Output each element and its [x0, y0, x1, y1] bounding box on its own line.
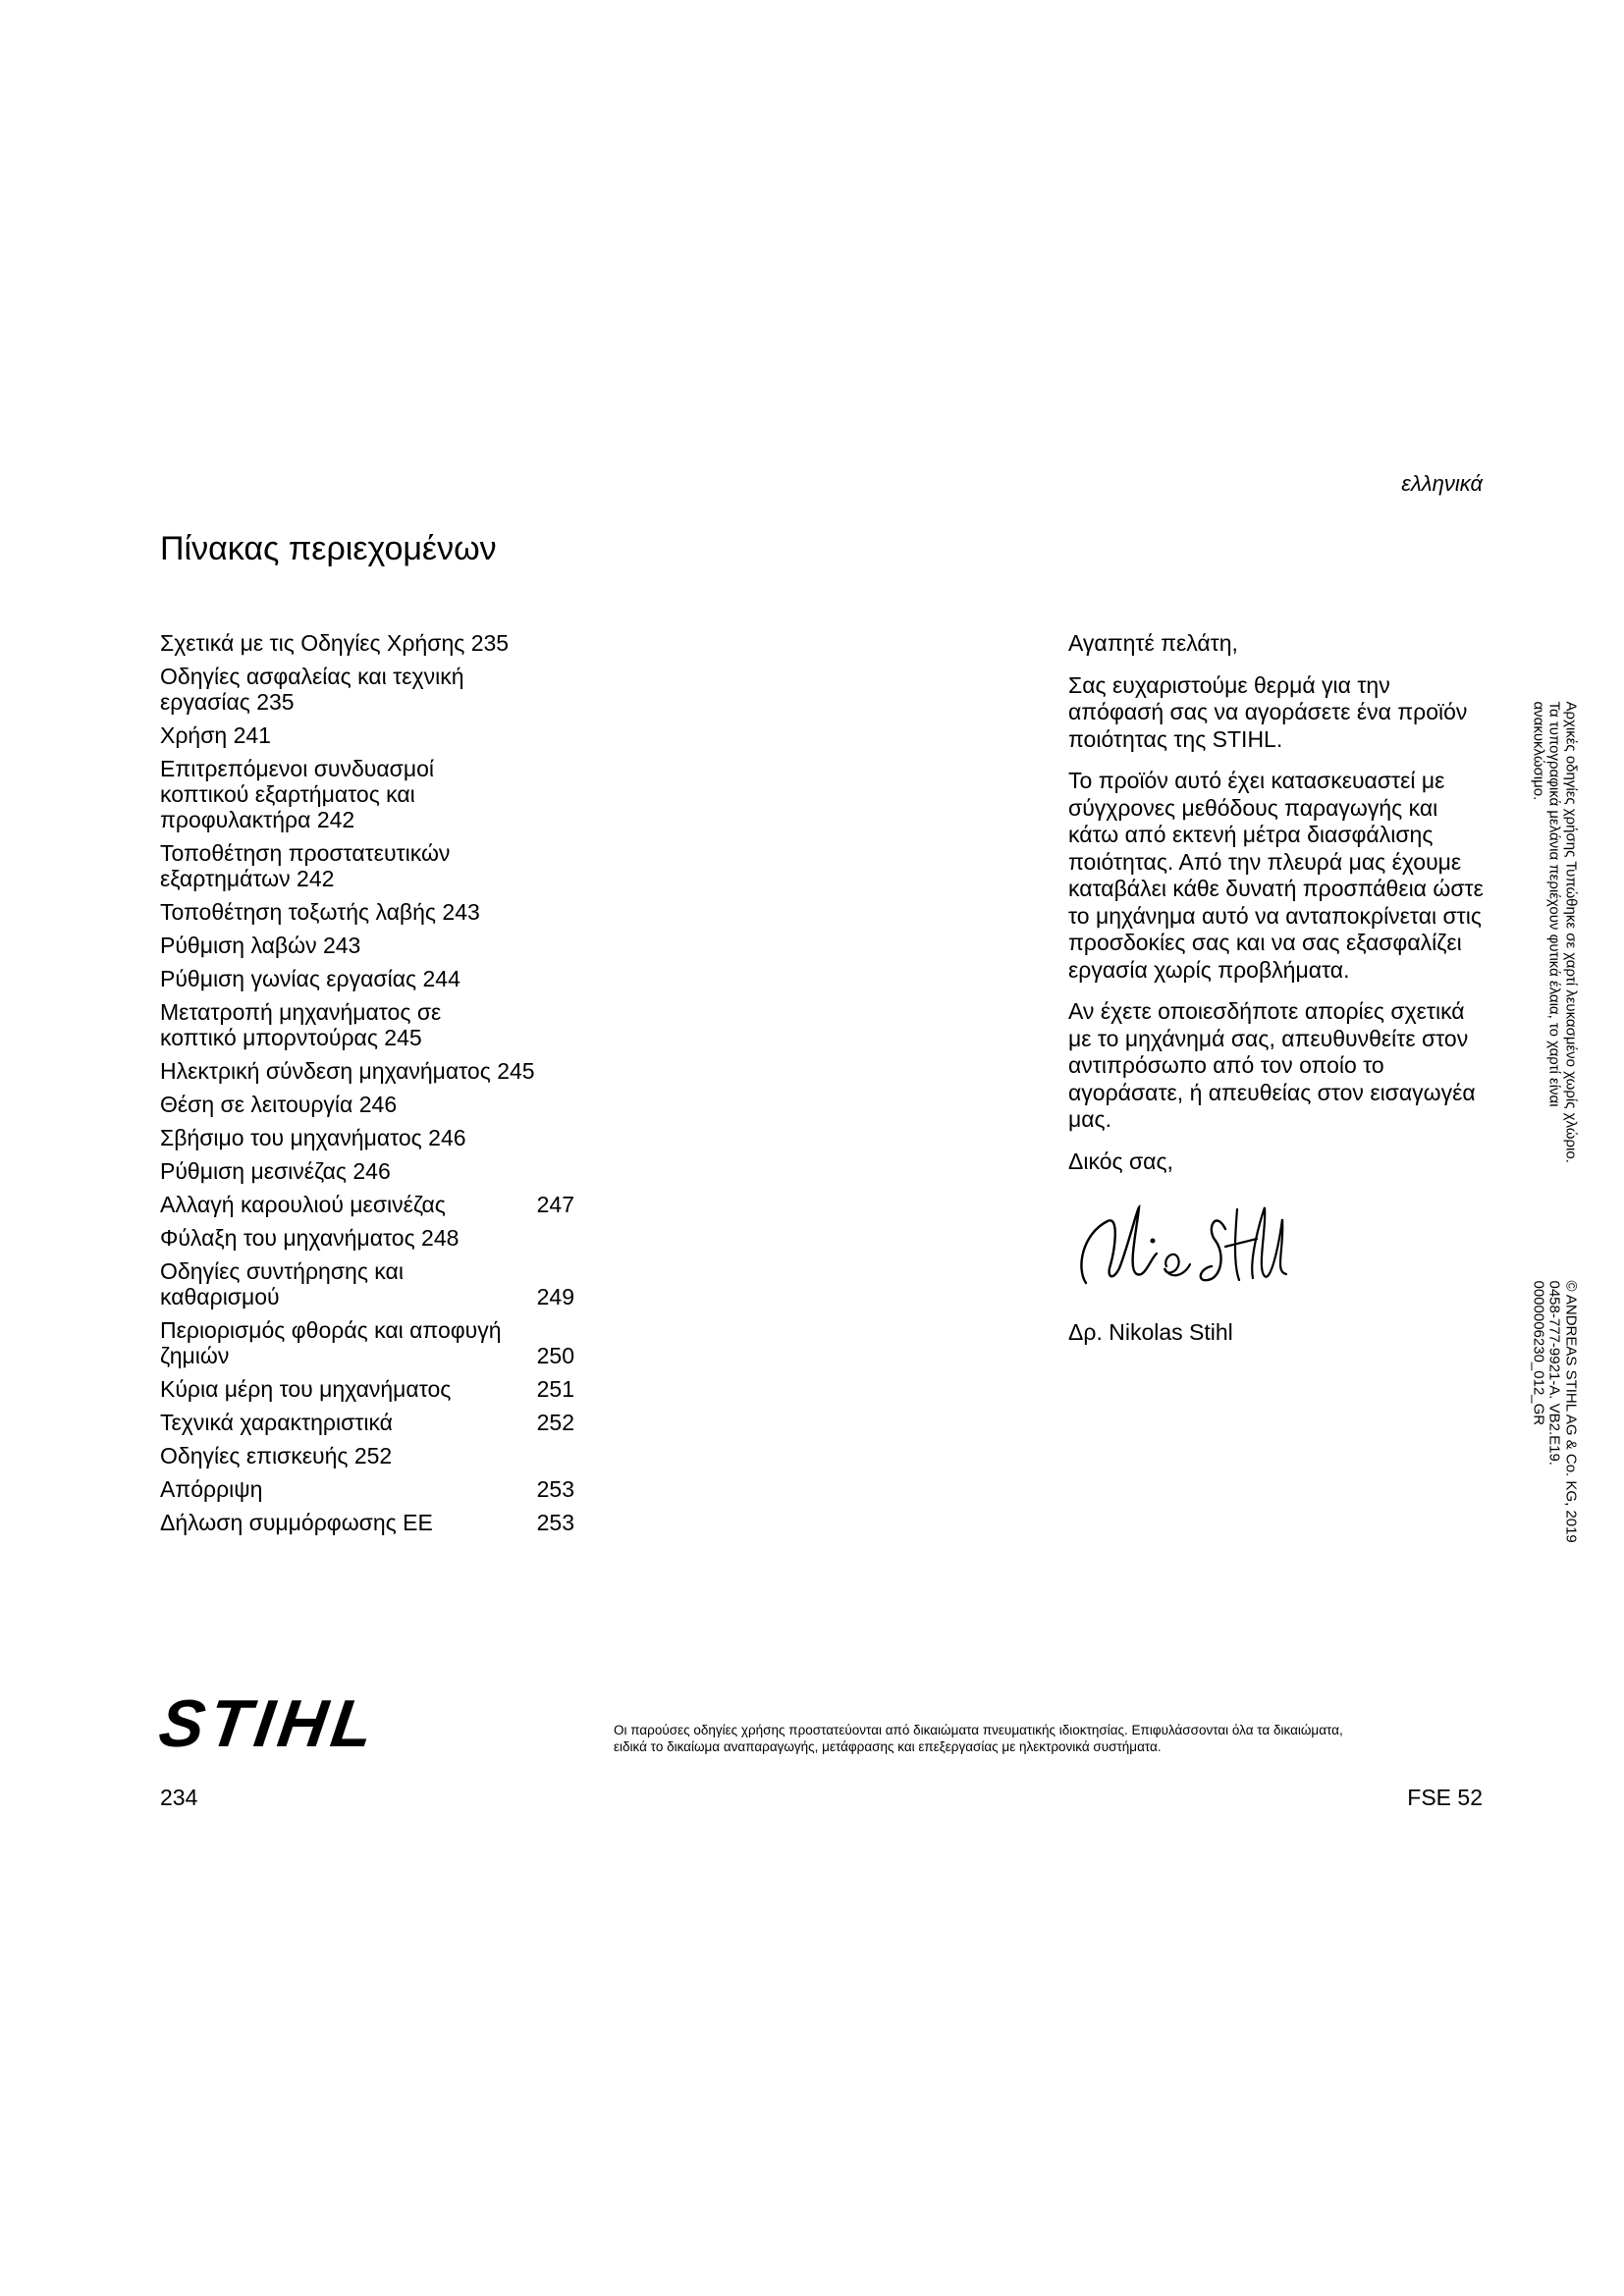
toc-item[interactable]: Κύρια μέρη του μηχανήματος 251: [160, 1376, 574, 1402]
toc-item[interactable]: Οδηγίες ασφαλείας και τεχνική εργασίας 235: [160, 664, 464, 715]
toc-item[interactable]: Μετατροπή μηχανήματος σε κοπτικό μπορντούρας 245: [160, 999, 442, 1050]
stihl-logo: STIHL: [154, 1686, 383, 1761]
imprint-copyright: © ANDREAS STIHL AG & Co. KG, 2019: [1562, 1280, 1580, 1543]
copyright-notice: Οι παρούσες οδηγίες χρήσης προστατεύονται από δικαιώματα πνευματικής ιδιοκτησίας. Επιφυλάσσονται όλα τα δικαιώματα, ειδικά το δικαίωμα αναπαραγωγής, μετάφρασης και επεξεργασίας με ηλεκτρονικά συστήματα.: [614, 1723, 1343, 1754]
imprint-line: Τα τυπογραφικά μελάνια περιέχουν φυτικά έλαια, το χαρτί είναι: [1546, 701, 1563, 1107]
toc-title: Πίνακας περιεχομένων: [160, 530, 497, 567]
toc-item[interactable]: Αλλαγή καρουλιού μεσινέζας 247: [160, 1192, 574, 1217]
side-imprint: [1486, 702, 1579, 1693]
toc-page: 247: [536, 1192, 574, 1217]
toc-item[interactable]: Ρύθμιση λαβών 243: [160, 933, 361, 958]
letter-paragraph: Αν έχετε οποιεσδήποτε απορίες σχετικά με το μηχάνημά σας, απευθυνθείτε στον αντιπρόσωπο από τον οποίο το αγοράσατε, ή απευθείας στον εισαγωγέα μας.: [1068, 998, 1476, 1132]
toc-page: 250: [536, 1343, 574, 1368]
letter-closing: Δικός σας,: [1068, 1148, 1173, 1174]
toc-item[interactable]: Χρήση 241: [160, 722, 271, 748]
toc-page: 253: [536, 1510, 574, 1535]
toc-page: 249: [536, 1284, 574, 1309]
imprint-line: Αρχικές οδηγίες χρήσης Τυπώθηκε σε χαρτί λευκασμένο χωρίς χλώριο.: [1562, 701, 1580, 1163]
model-name: FSE 52: [1407, 1785, 1483, 1810]
toc-item[interactable]: Σβήσιμο του μηχανήματος 246: [160, 1125, 466, 1150]
language-label: ελληνικά: [1401, 471, 1483, 496]
toc-page: 252: [536, 1410, 574, 1435]
toc-page: 253: [536, 1476, 574, 1502]
signature-image: [1068, 1190, 1304, 1298]
letter-paragraph: Σας ευχαριστούμε θερμά για την απόφασή σας να αγοράσετε ένα προϊόν ποιότητας της STIHL.: [1068, 671, 1468, 752]
toc-item[interactable]: Σχετικά με τις Οδηγίες Χρήσης 235: [160, 630, 510, 656]
toc-item[interactable]: Τοποθέτηση τοξωτής λαβής 243: [160, 899, 480, 925]
customer-letter: [1068, 630, 1490, 1362]
imprint-line: ανακυκλώσιμο.: [1530, 701, 1547, 801]
letter-signer: Δρ. Nikolas Stihl: [1068, 1319, 1233, 1345]
imprint-code: 0000006230_012_GR: [1530, 1280, 1547, 1426]
toc-item[interactable]: Οδηγίες επισκευής 252: [160, 1443, 393, 1468]
toc-item[interactable]: Τεχνικά χαρακτηριστικά 252: [160, 1410, 574, 1435]
toc-item[interactable]: Περιορισμός φθοράς και αποφυγή ζημιών 250: [160, 1317, 574, 1368]
toc-item[interactable]: Θέση σε λειτουργία 246: [160, 1092, 398, 1117]
imprint-code: 0458-777-9921-A. VB2.E19.: [1546, 1280, 1563, 1466]
toc-item[interactable]: Φύλαξη του μηχανήματος 248: [160, 1225, 460, 1251]
toc-item[interactable]: Δήλωση συμμόρφωσης ΕΕ 253: [160, 1510, 574, 1535]
toc-item[interactable]: Οδηγίες συντήρησης και καθαρισμού 249: [160, 1258, 574, 1309]
toc-page: 251: [536, 1376, 574, 1402]
toc-item[interactable]: Ρύθμιση μεσινέζας 246: [160, 1158, 391, 1184]
toc-item[interactable]: Ηλεκτρική σύνδεση μηχανήματος 245: [160, 1058, 535, 1084]
page-number: 234: [160, 1785, 198, 1810]
toc-item[interactable]: Τοποθέτηση προστατευτικών εξαρτημάτων 242: [160, 840, 451, 891]
toc-item[interactable]: Απόρριψη 253: [160, 1476, 574, 1502]
toc-item[interactable]: Επιτρεπόμενοι συνδυασμοί κοπτικού εξαρτήματος και προφυλακτήρα 242: [160, 756, 434, 832]
table-of-contents: [160, 630, 622, 1543]
letter-greeting: Αγαπητέ πελάτη,: [1068, 630, 1238, 656]
letter-paragraph: Το προϊόν αυτό έχει κατασκευαστεί με σύγχρονες μεθόδους παραγωγής και κάτω από εκτενή μέτρα διασφάλισης ποιότητας. Από την πλευρά μας έχουμε καταβάλει κάθε δυνατή προσπάθεια ώστε το μηχάνημα αυτό να ανταποκρίνεται στις προσδοκίες σας και να σας εξασφαλίζει εργασία χωρίς προβλήματα.: [1068, 768, 1484, 983]
toc-item[interactable]: Ρύθμιση γωνίας εργασίας 244: [160, 966, 460, 991]
